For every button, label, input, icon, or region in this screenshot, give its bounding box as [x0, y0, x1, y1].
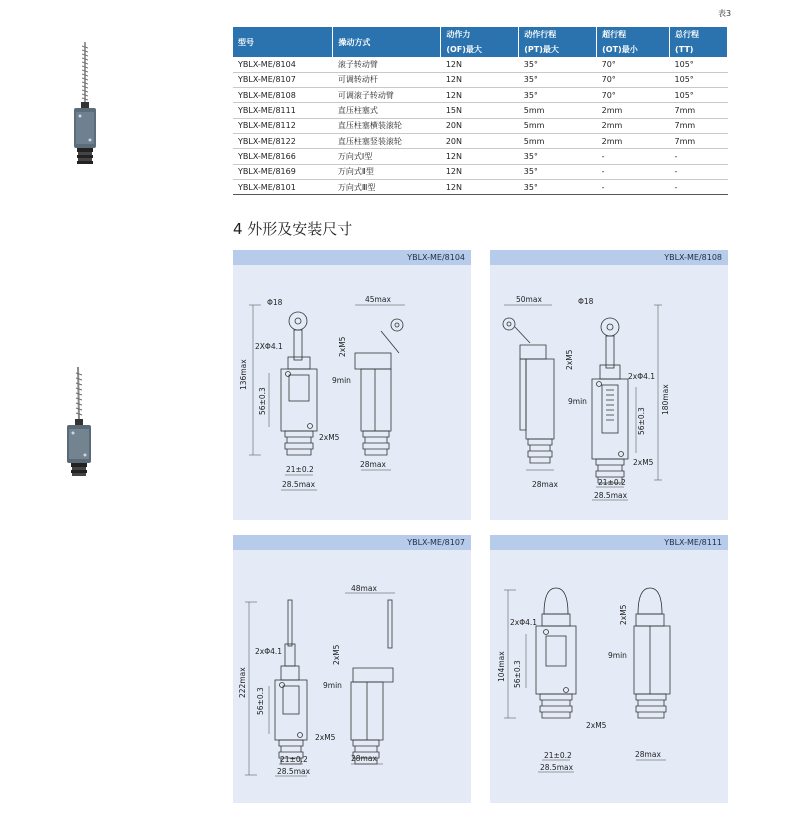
dim-label: 2xΦ4.1	[510, 618, 538, 627]
table-cell: 12N	[441, 72, 519, 87]
table-cell: YBLX-ME/8122	[233, 133, 333, 148]
table-cell: 12N	[441, 88, 519, 103]
dim-label: 9min	[332, 376, 351, 385]
dim-label: 104max	[497, 651, 506, 682]
col-header-ot: 超行程	[597, 27, 670, 42]
panel-model-label: YBLX-ME/8104	[233, 250, 471, 265]
dim-label: 2xM5	[319, 433, 340, 442]
dimension-drawing-8107	[233, 550, 471, 803]
dimension-drawing-8111	[490, 550, 728, 803]
table-cell: 70°	[597, 57, 670, 72]
dim-label: 180max	[661, 384, 670, 415]
table-cell: YBLX-ME/8108	[233, 88, 333, 103]
col-header-ot-sub: (OT)最小	[597, 42, 670, 57]
dim-label: 56±0.3	[258, 387, 267, 415]
table-cell: -	[670, 149, 728, 164]
table-cell: 7mm	[670, 133, 728, 148]
dim-label: 28max	[532, 480, 558, 489]
col-header-action: 操动方式	[333, 27, 441, 57]
table-cell: 70°	[597, 88, 670, 103]
table-cell: 直压柱塞式	[333, 103, 441, 118]
table-cell: 可调滚子转动臂	[333, 88, 441, 103]
dim-label: 21±0.2	[544, 751, 572, 760]
dim-label: 28max	[635, 750, 661, 759]
spec-table-body	[233, 57, 728, 195]
table-cell: 万向式Ⅱ型	[333, 164, 441, 179]
table-cell: 35°	[519, 179, 597, 194]
table-row	[233, 103, 728, 118]
dim-label: 2xM5	[315, 733, 336, 742]
dimension-drawing-8104	[233, 265, 471, 520]
table-cell: 直压柱塞横装滚轮	[333, 118, 441, 133]
table-cell: 105°	[670, 57, 728, 72]
dim-label: 2xM5	[633, 458, 654, 467]
table-cell: 105°	[670, 72, 728, 87]
table-cell: -	[597, 149, 670, 164]
spec-table	[233, 27, 728, 195]
table-cell: 70°	[597, 72, 670, 87]
table-cell: 35°	[519, 57, 597, 72]
col-header-model: 型号	[233, 27, 333, 57]
dim-label: 50max	[516, 295, 542, 304]
drawing-panel-8104	[233, 250, 471, 520]
table-cell: -	[597, 164, 670, 179]
table-cell: 12N	[441, 149, 519, 164]
dim-label: 48max	[351, 584, 377, 593]
dim-label: 2xM5	[565, 349, 574, 370]
dim-label: 2xM5	[619, 604, 628, 625]
dim-label: 2xM5	[338, 336, 347, 357]
col-header-tt-sub: (TT)	[670, 42, 728, 57]
drawing-panel-8107	[233, 535, 471, 803]
panel-model-label: YBLX-ME/8107	[233, 535, 471, 550]
dim-label: 2xΦ4.1	[628, 372, 656, 381]
table-cell: YBLX-ME/8107	[233, 72, 333, 87]
table-cell: 105°	[670, 88, 728, 103]
dim-label: 56±0.3	[256, 687, 265, 715]
table-cell: 直压柱塞竖装滚轮	[333, 133, 441, 148]
table-cell: 35°	[519, 164, 597, 179]
dim-label: 56±0.3	[513, 660, 522, 688]
dim-label: 2xM5	[586, 721, 607, 730]
table-row	[233, 179, 728, 194]
table-row	[233, 72, 728, 87]
col-header-pt: 动作行程	[519, 27, 597, 42]
drawing-panel-8111	[490, 535, 728, 803]
dim-label: 45max	[365, 295, 391, 304]
table-cell: 35°	[519, 149, 597, 164]
dim-label: 28.5max	[277, 767, 311, 776]
table-cell: 万向式Ⅰ型	[333, 149, 441, 164]
table-cell: 滚子转动臂	[333, 57, 441, 72]
table-cell: 2mm	[597, 103, 670, 118]
dim-label: 2XΦ4.1	[255, 342, 283, 351]
table-cell: 35°	[519, 72, 597, 87]
switch-photo-coil-spring	[60, 40, 110, 175]
section-title: 4 外形及安装尺寸	[233, 220, 353, 238]
dim-label: Φ18	[267, 298, 283, 307]
table-cell: 20N	[441, 133, 519, 148]
table-row	[233, 88, 728, 103]
table-cell: 可调转动杆	[333, 72, 441, 87]
panel-model-label: YBLX-ME/8108	[490, 250, 728, 265]
table-row	[233, 118, 728, 133]
col-header-force: 动作力	[441, 27, 519, 42]
table-cell: 2mm	[597, 118, 670, 133]
table-cell: 35°	[519, 88, 597, 103]
dim-label: 9min	[323, 681, 342, 690]
dim-label: 28.5max	[594, 491, 628, 500]
dim-label: 2xΦ4.1	[255, 647, 283, 656]
table-row	[233, 164, 728, 179]
table-cell: 2mm	[597, 133, 670, 148]
table-cell: 15N	[441, 103, 519, 118]
table-cell: YBLX-ME/8101	[233, 179, 333, 194]
dim-label: 28.5max	[540, 763, 574, 772]
dim-label: 9min	[568, 397, 587, 406]
col-header-pt-sub: (PT)最大	[519, 42, 597, 57]
dim-label: 222max	[238, 667, 247, 698]
table-cell: 7mm	[670, 118, 728, 133]
table-cell: 12N	[441, 57, 519, 72]
table-cell: YBLX-ME/8104	[233, 57, 333, 72]
table-cell: 12N	[441, 164, 519, 179]
table-cell: 5mm	[519, 118, 597, 133]
table-cell: 20N	[441, 118, 519, 133]
dim-label: 9min	[608, 651, 627, 660]
table-cell: -	[670, 179, 728, 194]
table-row	[233, 57, 728, 72]
col-header-tt: 总行程	[670, 27, 728, 42]
table-cell: 万向式Ⅲ型	[333, 179, 441, 194]
dim-label: 28max	[360, 460, 386, 469]
dim-label: 28.5max	[282, 480, 316, 489]
drawing-panel-8108	[490, 250, 728, 520]
table-cell: YBLX-ME/8169	[233, 164, 333, 179]
table-cell: -	[597, 179, 670, 194]
table-cell: YBLX-ME/8112	[233, 118, 333, 133]
col-header-force-sub: (OF)最大	[441, 42, 519, 57]
table-cell: 7mm	[670, 103, 728, 118]
panel-model-label: YBLX-ME/8111	[490, 535, 728, 550]
dim-label: 28max	[351, 754, 377, 763]
dim-label: 2xM5	[332, 644, 341, 665]
dim-label: 136max	[239, 359, 248, 390]
dim-label: 21±0.2	[286, 465, 314, 474]
table-row	[233, 133, 728, 148]
switch-photo-wire-rod	[55, 365, 105, 485]
table-cell: 12N	[441, 179, 519, 194]
table-cell: 5mm	[519, 103, 597, 118]
dim-label: 21±0.2	[280, 755, 308, 764]
table-row	[233, 149, 728, 164]
dimension-drawing-8108	[490, 265, 728, 520]
table-cell: 5mm	[519, 133, 597, 148]
dim-label: 21±0.2	[598, 478, 626, 487]
dim-label: 56±0.3	[637, 407, 646, 435]
dim-label: Φ18	[578, 297, 594, 306]
table-cell: -	[670, 164, 728, 179]
table-cell: YBLX-ME/8111	[233, 103, 333, 118]
table-cell: YBLX-ME/8166	[233, 149, 333, 164]
table-label: 表3	[718, 9, 732, 18]
